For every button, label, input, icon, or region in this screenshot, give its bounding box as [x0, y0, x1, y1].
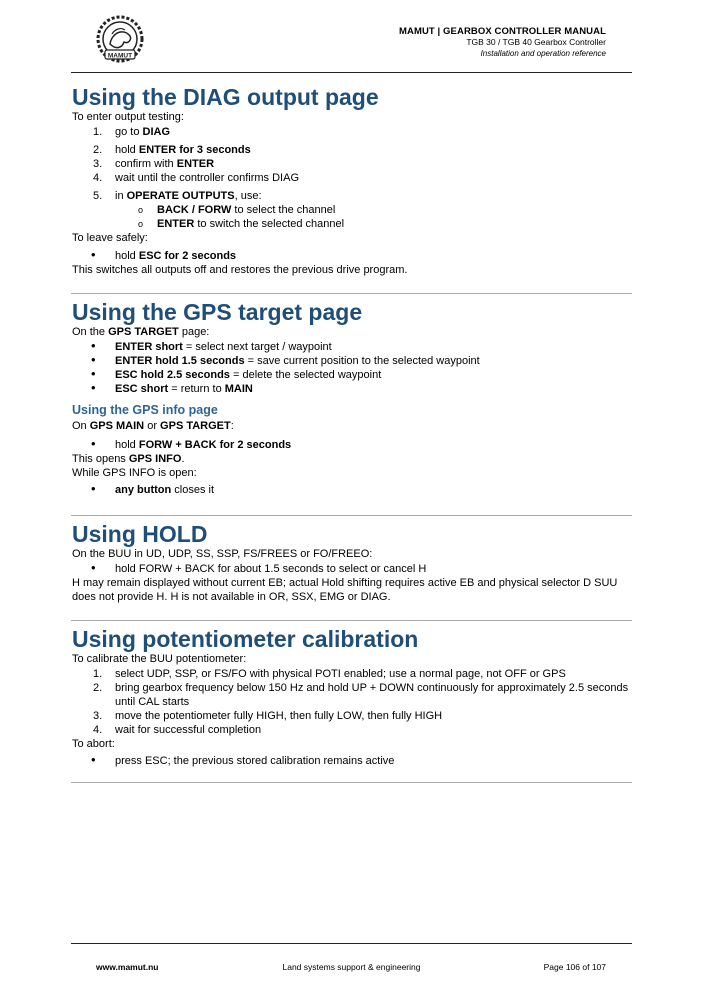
gps-info-opens: This opens GPS INFO. [72, 453, 185, 465]
list-item: 4. wait for successful completion [93, 724, 262, 736]
gps-info-while: While GPS INFO is open: [72, 467, 197, 479]
list-item: • ESC hold 2.5 seconds = delete the selected waypoint [91, 366, 382, 381]
section-divider [71, 620, 632, 621]
list-item: o BACK / FORW to select the channel [138, 204, 336, 216]
gps-info-close-list [72, 483, 632, 497]
list-item: • hold FORW + BACK for 2 seconds [91, 436, 292, 451]
poti-abort-list [72, 754, 632, 768]
hold-list [72, 562, 632, 576]
heading-diag: Using the DIAG output page [72, 84, 379, 110]
list-item: 1. go to DIAG [93, 126, 171, 138]
company-logo [94, 14, 146, 66]
poti-intro: To calibrate the BUU potentiometer: [72, 653, 247, 665]
gps-intro: On the GPS TARGET page: [72, 326, 210, 338]
logo-text: MAMUT [107, 52, 133, 60]
poti-steps [72, 667, 632, 737]
gps-target-list [72, 340, 632, 396]
list-item: • hold ESC for 2 seconds [91, 247, 237, 262]
page-content [72, 84, 632, 277]
section-divider [71, 293, 632, 294]
gps-section [72, 299, 632, 497]
manual-title: MAMUT | GEARBOX CONTROLLER MANUAL [398, 26, 606, 37]
list-item: • ENTER short = select next target / waypoint [91, 338, 332, 353]
document-header [399, 26, 606, 59]
footer-tagline: Land systems support & engineering [282, 962, 421, 972]
heading-gps-target: Using the GPS target page [72, 299, 363, 325]
heading-poti: Using potentiometer calibration [72, 626, 419, 652]
list-item: 2. hold ENTER for 3 seconds [93, 144, 251, 156]
footer-website[interactable]: www.mamut.nu [96, 962, 159, 972]
hold-section [72, 521, 632, 604]
heading-gps-info: Using the GPS info page [72, 403, 218, 417]
list-item: 3. confirm with ENTER [93, 158, 215, 170]
list-item: • any button closes it [91, 481, 215, 496]
heading-hold: Using HOLD [72, 521, 208, 547]
section-divider [71, 782, 632, 783]
list-item: 3. move the potentiometer fully HIGH, then fully LOW, then fully HIGH [93, 710, 443, 722]
diag-leave-list [72, 249, 632, 263]
gps-info-list [72, 438, 632, 452]
list-item: • ENTER hold 1.5 seconds = save current position to the selected waypoint [91, 352, 480, 367]
diag-sub-list [72, 203, 632, 231]
manual-subtitle-2: Installation and operation reference [480, 49, 606, 58]
diag-leave: To leave safely: [72, 232, 148, 244]
list-item: o ENTER to switch the selected channel [138, 218, 345, 230]
list-item: • hold FORW + BACK for about 1.5 seconds to select or cancel H [91, 560, 427, 575]
list-item: 2. bring gearbox frequency below 150 Hz and hold UP + DOWN continuously for approximately 2.5 seconds until CAL starts [93, 682, 629, 708]
gps-info-intro: On GPS MAIN or GPS TARGET: [72, 420, 234, 432]
list-item: • ESC short = return to MAIN [91, 380, 253, 395]
header-rule [71, 72, 632, 73]
section-divider [71, 515, 632, 516]
list-item: 5. in OPERATE OUTPUTS, use: [93, 190, 262, 202]
hold-note: H may remain displayed without current EB; actual Hold shifting requires active EB and physical selector D SUU does not provide H. H is not available in OR, SSX, EMG or DIAG. [72, 577, 618, 603]
poti-abort: To abort: [72, 738, 115, 750]
footer-rule [71, 943, 632, 944]
list-item: • press ESC; the previous stored calibration remains active [91, 752, 395, 767]
page-number: Page 106 of 107 [543, 962, 606, 972]
hold-intro: On the BUU in UD, UDP, SS, SSP, FS/FREES or FO/FREEO: [72, 548, 373, 560]
list-item: 1. select UDP, SSP, or FS/FO with physical POTI enabled; use a normal page, not OFF or GPS [93, 668, 566, 680]
list-item: 4. wait until the controller confirms DIAG [93, 172, 300, 184]
manual-subtitle: TGB 30 / TGB 40 Gearbox Controller [466, 37, 606, 47]
diag-steps [72, 125, 632, 203]
diag-outro: This switches all outputs off and restores the previous drive program. [72, 264, 408, 276]
poti-section [72, 626, 632, 768]
diag-intro: To enter output testing: [72, 111, 184, 123]
